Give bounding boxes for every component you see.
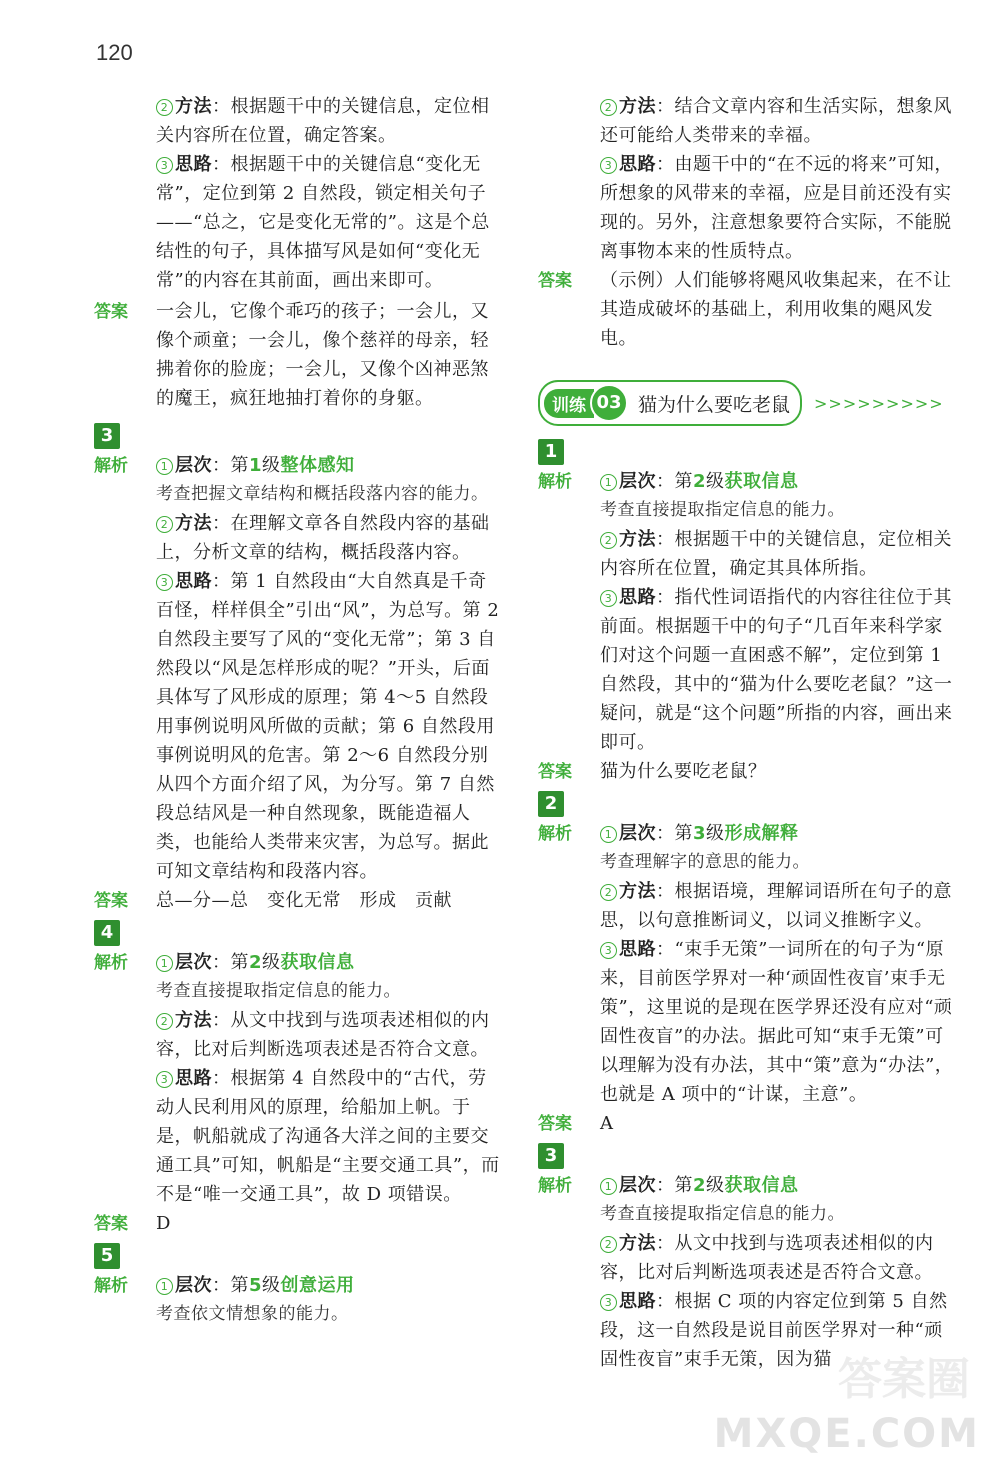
training-number: 03 [590,384,628,422]
p [600,1229,958,1287]
k: 层次 [619,823,656,844]
row [94,1271,504,1329]
k: 思路 [619,587,656,608]
k: 方法 [619,96,656,117]
gnum: 3 [693,823,707,844]
body [600,92,958,266]
body [156,451,504,886]
question-number-badge: 5 [94,1243,120,1269]
g: 创意运用 [280,1275,355,1296]
lbl: 答案 [538,1114,572,1134]
p [156,567,504,886]
lbl: 答案 [94,1214,128,1234]
training-label: 训练 [544,389,594,418]
row [538,1109,958,1139]
lbl: 解析 [538,472,572,492]
lbl: 答案 [538,762,572,782]
k: 层次 [619,1175,656,1196]
k: 方法 [619,529,656,550]
p [156,509,504,567]
p: 考查把握文章结构和概括段落内容的能力。 [156,484,489,504]
row [538,266,958,353]
p: 考查理解字的意思的能力。 [600,852,810,872]
span: ：由题干中的“在不远的将来”可知，所想象的风带来的幸福，应是目前还没有实现的。另外，注意想象要符合实际，不能脱离事物本来的性质特点。 [600,154,953,262]
g: 获取信息 [724,1175,799,1196]
body: A [600,1113,614,1134]
page-number: 120 [96,40,133,65]
p [600,819,958,848]
span: ：根据语境，理解词语所在句子的意思，以句意推断词义，以词义推断字义。 [600,881,952,931]
idea-line [156,150,504,295]
span: 级 [706,823,725,844]
gnum: 2 [693,1175,707,1196]
circ: 3 [156,574,173,591]
k: 方法 [175,1010,212,1031]
right-column [538,92,958,1374]
row [94,451,504,886]
circ: 1 [156,458,173,475]
lbl: 解析 [538,824,572,844]
train-box [538,380,802,426]
span: 级 [262,455,281,476]
row [94,1209,504,1239]
body [156,92,504,295]
lbl: 解析 [94,953,128,973]
watermark: MXQE.COM [713,1411,980,1457]
circ: 2 [156,99,173,116]
span: 级 [262,1275,281,1296]
question-number-badge: 4 [94,920,120,946]
gnum: 5 [249,1275,263,1296]
circ: 3 [156,1071,173,1088]
k: 思路 [175,571,212,592]
gnum: 1 [249,455,263,476]
circ: 1 [600,826,617,843]
span: ：第 1 自然段由“大自然真是千奇百怪，样样俱全”引出“风”，为总写。第 2 自然段主要写了风的“变化无常”；第 3 自然段以“风是怎样形成的呢？”开头，后面具体写了风形成的原理；第 4～5 自然段用事例说明风所做的贡献；第 6 自然段用事例说明风的危害。第 2～6 自然段分别从四个方面介绍了风，为分写。第 7 自然段总结风是一种自然现象，既能造福人类，也能给人类带来灾害，为总写。据此可知文章结构和段落内容。 [156,571,500,882]
p: 考查直接提取指定信息的能力。 [600,500,845,520]
gap [94,413,504,419]
span: ：第 [656,823,693,844]
row [94,297,504,413]
span: ：根据题干中的关键信息，定位相关内容所在位置，确定其具体所指。 [600,529,952,579]
g: 获取信息 [280,952,355,973]
analysis-label: 解析 [94,456,128,476]
row [538,467,958,757]
circ: 2 [600,1236,617,1253]
arrows-decoration: >>>>>>>>> [814,393,944,413]
body [600,467,958,757]
span: ：第 [212,952,249,973]
num-badge: 3 [538,1143,564,1169]
body [600,819,958,1109]
lbl: 解析 [538,1176,572,1196]
circ: 1 [156,1278,173,1295]
row [538,92,958,266]
left-column [94,92,504,1329]
span: ：在理解文章各自然段内容的基础上，分析文章的结构，概括段落内容。 [156,513,490,563]
p [600,583,958,757]
k: 思路 [619,154,656,175]
answer-label: 答案 [94,302,128,322]
span: ：指代性词语指代的内容往往位于其前面。根据题干中的句子“几百年来科学家们对这个问题一直困惑不解”，定位到第 1 自然段，其中的“猫为什么要吃老鼠？”这一疑问，就是“这个问题”所指的内容，画出来即可。 [600,587,953,753]
p: 考查直接提取指定信息的能力。 [156,981,401,1001]
circ: 1 [600,1178,617,1195]
k: 方法 [175,96,212,117]
k: 方法 [175,513,212,534]
lbl: 答案 [94,891,128,911]
span: ：第 [212,1275,249,1296]
body: 猫为什么要吃老鼠？ [600,761,767,782]
p [600,467,958,496]
span: ：“束手无策”一词所在的句子为“原来，目前医学界对一种‘顽固性夜盲’束手无策”，这里说的是现在医学界还没有应对“顽固性夜盲”的办法。据此可知“束手无策”可以理解为没有办法，其中“策”意为“办法”，也就是 A 项中的“计谋，主意”。 [600,939,954,1105]
body: D [156,1213,171,1234]
gnum: 2 [693,471,707,492]
circ: 3 [600,157,617,174]
p [600,935,958,1109]
lbl: 解析 [94,1276,128,1296]
circ: 3 [600,1294,617,1311]
k: 层次 [175,455,212,476]
answer-text: 一会儿，它像个乖巧的孩子；一会儿，又像个顽童；一会儿，像个慈祥的母亲，轻拂着你的脸庞；一会儿，又像个凶神恶煞的魔王，疯狂地抽打着你的身躯。 [156,301,489,409]
gnum: 2 [249,952,263,973]
body: 总—分—总 变化无常 形成 贡献 [156,890,452,911]
row [538,757,958,787]
span: ：第 [212,455,249,476]
p [156,948,504,977]
circ: 2 [156,516,173,533]
p [156,451,504,480]
k: 方法 [619,881,656,902]
p [600,150,958,266]
watermark-logo: 答案圈 [838,1354,970,1405]
k: 层次 [175,952,212,973]
body: （示例）人们能够将飓风收集起来，在不让其造成破坏的基础上，利用收集的飓风发电。 [600,270,952,349]
span: ：结合文章内容和生活实际，想象风还可能给人类带来的幸福。 [600,96,952,146]
row [538,819,958,1109]
k: 思路 [619,1291,656,1312]
span: ：第 [656,1175,693,1196]
method-line [156,92,504,150]
circ: 1 [156,955,173,972]
span: ：从文中找到与选项表述相似的内容，比对后判断选项表述是否符合文意。 [600,1233,934,1283]
p [600,877,958,935]
k: 方法 [619,1233,656,1254]
row [94,948,504,1209]
circ: 2 [156,1013,173,1030]
p [600,525,958,583]
circ: 2 [600,532,617,549]
span: ：根据题干中的关键信息，定位相关内容所在位置，确定答案。 [156,96,490,146]
p [600,92,958,150]
circ: 1 [600,474,617,491]
g: 整体感知 [280,455,355,476]
p [156,1271,504,1300]
p [600,1171,958,1200]
g: 形成解释 [724,823,799,844]
p [156,1006,504,1064]
training-header [538,383,958,423]
circ: 2 [600,99,617,116]
circ: 2 [600,884,617,901]
span: ：根据题干中的关键信息“变化无常”，定位到第 2 自然段，锁定相关句子——“总之，它是变化无常的”。这是个总结性的句子，具体描写风是如何“变化无常”的内容在其前面，画出来即可。 [156,154,490,291]
span: ：第 [656,471,693,492]
span: 级 [706,1175,725,1196]
num-badge: 1 [538,439,564,465]
row [94,92,504,295]
p: 考查依文情想象的能力。 [156,1304,349,1324]
span: 级 [262,952,281,973]
g: 获取信息 [724,471,799,492]
k: 思路 [175,154,212,175]
num-badge: 2 [538,791,564,817]
k: 思路 [619,939,656,960]
k: 层次 [619,471,656,492]
lbl: 答案 [538,271,572,291]
span: ：从文中找到与选项表述相似的内容，比对后判断选项表述是否符合文意。 [156,1010,490,1060]
span: ：根据第 4 自然段中的“古代，劳动人民利用风的原理，给船加上帆。于是，帆船就成了沟通各大洋之间的主要交通工具”可知，帆船是“主要交通工具”，而不是“唯一交通工具”，故 D 项错误。 [156,1068,500,1205]
circ: 3 [600,590,617,607]
span: 级 [706,471,725,492]
p [156,1064,504,1209]
circ: 3 [600,942,617,959]
k: 思路 [175,1068,212,1089]
span: ：根据 C 项的内容定位到第 5 自然段，这一自然段是说目前医学界对一种“顽固性夜盲”束手无策，因为猫 [600,1291,948,1370]
circ: 3 [156,157,173,174]
k: 层次 [175,1275,212,1296]
training-title: 猫为什么要吃老鼠 [638,393,791,416]
row [94,886,504,916]
p: 考查直接提取指定信息的能力。 [600,1204,845,1224]
body [156,1271,504,1329]
body [156,948,504,1209]
question-number-badge: 3 [94,423,120,449]
